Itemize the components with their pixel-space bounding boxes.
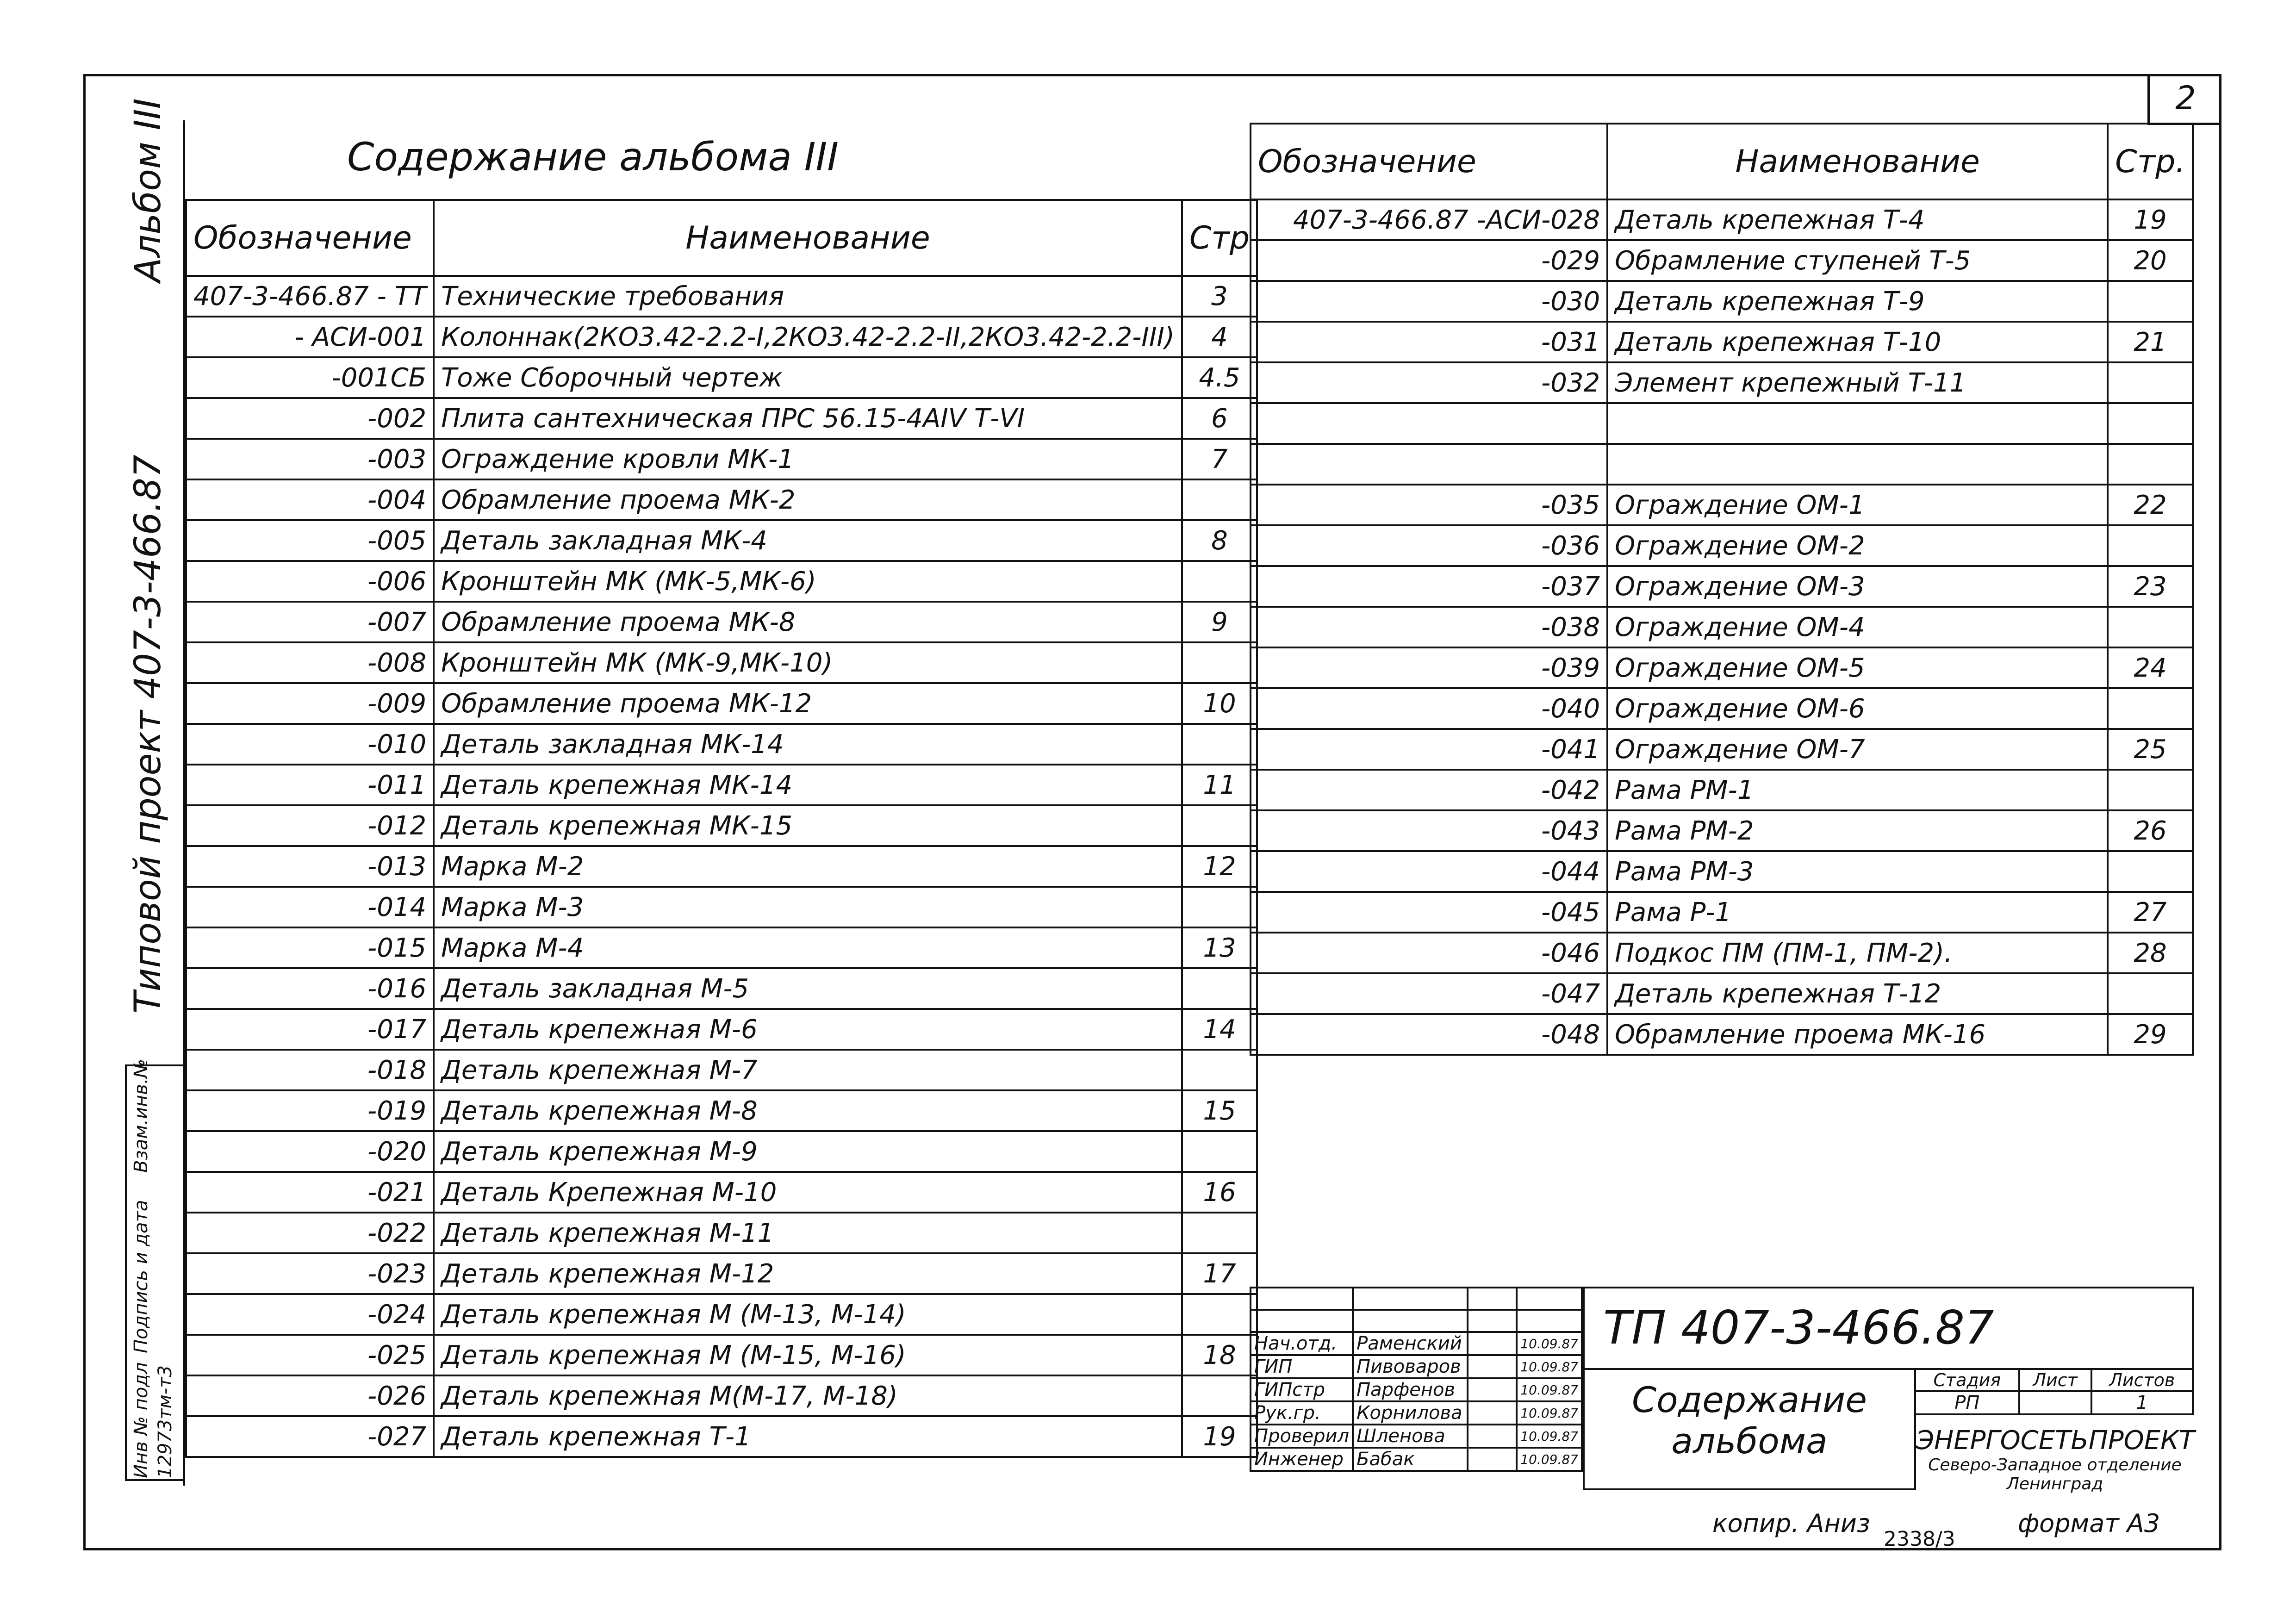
designation-cell [1251, 444, 1607, 485]
name-cell: Ограждение кровли МК-1 [434, 439, 1182, 479]
designation-cell: -004 [186, 479, 434, 520]
table-row [186, 642, 1257, 683]
staff-name: Корнилова [1353, 1401, 1468, 1425]
name-cell: Деталь крепежная М (М-15, М-16) [434, 1335, 1182, 1375]
left-table-title: Содержание альбома III [347, 134, 839, 180]
staff-date: 10.09.87 [1517, 1378, 1582, 1401]
table-row [186, 724, 1257, 765]
designation-cell: -006 [186, 561, 434, 602]
table-row [186, 805, 1257, 846]
table-row [186, 602, 1257, 642]
page-cell: 12 [1182, 846, 1257, 887]
designation-cell: 407-3-466.87 - ТТ [186, 276, 434, 317]
page-cell: 17 [1182, 1253, 1257, 1294]
designation-cell: -032 [1251, 362, 1607, 403]
table-row [1251, 322, 2193, 362]
page-cell [2108, 362, 2193, 403]
name-cell: Ограждение ОМ-3 [1607, 566, 2108, 607]
col-header-designation: Обозначение [186, 200, 434, 276]
stage-value: РП [1915, 1391, 2019, 1414]
page-cell [1182, 1131, 1257, 1172]
page-cell [1182, 1213, 1257, 1253]
blank-cell [1468, 1310, 1517, 1332]
table-row [186, 1335, 1257, 1375]
table-row [186, 479, 1257, 520]
staff-role: Нач.отд. [1251, 1332, 1353, 1355]
table-row [186, 1090, 1257, 1131]
staff-date: 10.09.87 [1517, 1448, 1582, 1471]
designation-cell: -046 [1251, 933, 1607, 973]
stamp-inv-value: 12973тм-т3 [155, 1365, 176, 1478]
page-cell [2108, 973, 2193, 1014]
designation-cell: - АСИ-001 [186, 317, 434, 357]
staff-signature [1468, 1425, 1517, 1448]
name-cell: Деталь крепежная Т-4 [1607, 199, 2108, 240]
name-cell: Обрамление проема МК-2 [434, 479, 1182, 520]
page-cell [1182, 479, 1257, 520]
table-row [186, 1294, 1257, 1335]
name-cell: Тоже Сборочный чертеж [434, 357, 1182, 398]
staff-date: 10.09.87 [1517, 1332, 1582, 1355]
designation-cell: -045 [1251, 892, 1607, 933]
table-row [186, 968, 1257, 1009]
designation-cell: -005 [186, 520, 434, 561]
blank-cell [1353, 1310, 1468, 1332]
page-cell: 7 [1182, 439, 1257, 479]
designation-cell: -037 [1251, 566, 1607, 607]
name-cell: Деталь крепежная МК-15 [434, 805, 1182, 846]
name-cell: Деталь крепежная М-7 [434, 1050, 1182, 1090]
page-cell: 14 [1182, 1009, 1257, 1050]
name-cell: Технические требования [434, 276, 1182, 317]
stamp-sign-date: Подпись и дата [131, 1200, 152, 1353]
table-row [186, 1375, 1257, 1416]
sheets-header: Листов [2091, 1369, 2193, 1391]
sheet-title: Содержание альбома [1583, 1368, 1916, 1490]
table-row [1251, 403, 2193, 444]
designation-cell: -043 [1251, 810, 1607, 851]
designation-cell: -030 [1251, 281, 1607, 322]
table-row [186, 1131, 1257, 1172]
designation-cell: -007 [186, 602, 434, 642]
page-cell [2108, 444, 2193, 485]
staff-row [1251, 1378, 1582, 1401]
page-cell [2108, 607, 2193, 647]
name-cell: Ограждение ОМ-1 [1607, 485, 2108, 525]
name-cell: Рама РМ-2 [1607, 810, 2108, 851]
staff-name: Парфенов [1353, 1378, 1468, 1401]
name-cell: Деталь крепежная Т-12 [1607, 973, 2108, 1014]
col-header-name: Наименование [1607, 124, 2108, 199]
name-cell: Деталь Крепежная М-10 [434, 1172, 1182, 1213]
staff-row [1251, 1401, 1582, 1425]
approval-stamp-column [125, 1058, 185, 1481]
sheet-number: 2 [2147, 74, 2221, 125]
name-cell: Рама Р-1 [1607, 892, 2108, 933]
staff-name: Бабак [1353, 1448, 1468, 1471]
organization-name: ЭНЕРГОСЕТЬПРОЕКТ [1916, 1425, 2195, 1456]
page-cell [1182, 1294, 1257, 1335]
name-cell: Ограждение ОМ-6 [1607, 688, 2108, 729]
format-note: формат А3 [2018, 1509, 2160, 1538]
page-cell: 20 [2108, 240, 2193, 281]
name-cell: Кронштейн МК (МК-9,МК-10) [434, 642, 1182, 683]
table-row [1251, 729, 2193, 770]
page-cell: 23 [2108, 566, 2193, 607]
stage-header: Стадия [1915, 1369, 2019, 1391]
designation-cell: -012 [186, 805, 434, 846]
designation-cell: -041 [1251, 729, 1607, 770]
staff-row [1251, 1355, 1582, 1378]
page-cell: 9 [1182, 602, 1257, 642]
page-cell: 25 [2108, 729, 2193, 770]
stamp-inv-no: Инв № подл [131, 1362, 152, 1478]
table-row [186, 927, 1257, 968]
staff-signature [1468, 1355, 1517, 1378]
table-row [186, 846, 1257, 887]
page-cell: 19 [2108, 199, 2193, 240]
table-row [186, 439, 1257, 479]
designation-cell: -038 [1251, 607, 1607, 647]
page-cell: 19 [1182, 1416, 1257, 1457]
page-cell: 8 [1182, 520, 1257, 561]
name-cell [1607, 403, 2108, 444]
staff-role: Проверил [1251, 1425, 1353, 1448]
staff-role: ГИП [1251, 1355, 1353, 1378]
page-cell [1182, 887, 1257, 927]
staff-table [1250, 1287, 1583, 1472]
designation-cell: -001СБ [186, 357, 434, 398]
table-row [186, 520, 1257, 561]
table-row [186, 887, 1257, 927]
staff-role: ГИПстр [1251, 1378, 1353, 1401]
designation-cell: -016 [186, 968, 434, 1009]
page-cell [2108, 403, 2193, 444]
name-cell: Ограждение ОМ-5 [1607, 647, 2108, 688]
staff-row [1251, 1425, 1582, 1448]
page-cell: 29 [2108, 1014, 2193, 1055]
designation-cell: -024 [186, 1294, 434, 1335]
name-cell: Кронштейн МК (МК-5,МК-6) [434, 561, 1182, 602]
title-block [1250, 1287, 2195, 1493]
name-cell: Деталь крепежная М(М-17, М-18) [434, 1375, 1182, 1416]
title-code: ТП 407-3-466.87 [1583, 1287, 2194, 1370]
staff-signature [1468, 1401, 1517, 1425]
table-row [186, 683, 1257, 724]
staff-date: 10.09.87 [1517, 1355, 1582, 1378]
designation-cell: -031 [1251, 322, 1607, 362]
album-label: Альбом III [127, 98, 169, 282]
table-row [186, 1253, 1257, 1294]
name-cell: Ограждение ОМ-7 [1607, 729, 2108, 770]
page-cell [1182, 724, 1257, 765]
page-cell: 21 [2108, 322, 2193, 362]
name-cell: Рама РМ-3 [1607, 851, 2108, 892]
designation-cell: 407-3-466.87 -АСИ-028 [1251, 199, 1607, 240]
designation-cell: -023 [186, 1253, 434, 1294]
designation-cell: -011 [186, 765, 434, 805]
designation-cell: -010 [186, 724, 434, 765]
designation-cell: -020 [186, 1131, 434, 1172]
name-cell: Деталь закладная МК-14 [434, 724, 1182, 765]
name-cell: Деталь закладная МК-4 [434, 520, 1182, 561]
table-row [1251, 892, 2193, 933]
table-row [186, 765, 1257, 805]
page-cell: 18 [1182, 1335, 1257, 1375]
name-cell: Деталь крепежная Т-1 [434, 1416, 1182, 1457]
name-cell: Обрамление проема МК-8 [434, 602, 1182, 642]
designation-cell: -022 [186, 1213, 434, 1253]
name-cell: Марка М-2 [434, 846, 1182, 887]
designation-cell [1251, 403, 1607, 444]
page-cell: 4 [1182, 317, 1257, 357]
name-cell [1607, 444, 2108, 485]
table-row [1251, 444, 2193, 485]
table-row [1251, 566, 2193, 607]
staff-blank-row [1251, 1310, 1582, 1332]
name-cell: Деталь крепежная МК-14 [434, 765, 1182, 805]
archive-number: 2338/3 [1884, 1527, 1955, 1551]
page-cell [2108, 770, 2193, 810]
name-cell: Рама РМ-1 [1607, 770, 2108, 810]
designation-cell: -018 [186, 1050, 434, 1090]
designation-cell: -014 [186, 887, 434, 927]
table-row [186, 357, 1257, 398]
table-row [186, 1416, 1257, 1457]
staff-name: Пивоваров [1353, 1355, 1468, 1378]
staff-name: Раменский [1353, 1332, 1468, 1355]
page-cell: 27 [2108, 892, 2193, 933]
blank-cell [1251, 1310, 1353, 1332]
table-row [186, 398, 1257, 439]
table-row [1251, 810, 2193, 851]
table-row [186, 1172, 1257, 1213]
staff-row [1251, 1448, 1582, 1471]
name-cell: Деталь крепежная М-11 [434, 1213, 1182, 1253]
designation-cell: -040 [1251, 688, 1607, 729]
designation-cell: -008 [186, 642, 434, 683]
name-cell: Плита сантехническая ПРС 56.15-4АIV Т-VI [434, 398, 1182, 439]
page-cell: 22 [2108, 485, 2193, 525]
table-row [1251, 281, 2193, 322]
table-row [1251, 240, 2193, 281]
name-cell: Деталь крепежная М-9 [434, 1131, 1182, 1172]
staff-role: Инженер [1251, 1448, 1353, 1471]
page-cell [1182, 1050, 1257, 1090]
page-cell: 11 [1182, 765, 1257, 805]
name-cell: Обрамление проема МК-12 [434, 683, 1182, 724]
table-row [1251, 770, 2193, 810]
page-cell [1182, 805, 1257, 846]
page-cell [2108, 688, 2193, 729]
name-cell: Деталь крепежная Т-10 [1607, 322, 2108, 362]
name-cell: Деталь крепежная М (М-13, М-14) [434, 1294, 1182, 1335]
name-cell: Марка М-3 [434, 887, 1182, 927]
page-cell: 13 [1182, 927, 1257, 968]
table-row [186, 317, 1257, 357]
page-cell: 28 [2108, 933, 2193, 973]
table-row [186, 561, 1257, 602]
name-cell: Марка М-4 [434, 927, 1182, 968]
table-row [1251, 607, 2193, 647]
stage-table [1914, 1368, 2194, 1415]
name-cell: Обрамление ступеней Т-5 [1607, 240, 2108, 281]
designation-cell: -048 [1251, 1014, 1607, 1055]
designation-cell: -015 [186, 927, 434, 968]
page-cell [1182, 968, 1257, 1009]
designation-cell: -027 [186, 1416, 434, 1457]
right-contents-table [1250, 123, 2194, 1056]
table-row [1251, 1014, 2193, 1055]
page-cell: 15 [1182, 1090, 1257, 1131]
page-cell: 6 [1182, 398, 1257, 439]
designation-cell: -036 [1251, 525, 1607, 566]
blank-cell [1468, 1288, 1517, 1310]
table-row [1251, 933, 2193, 973]
page-cell: 24 [2108, 647, 2193, 688]
staff-date: 10.09.87 [1517, 1401, 1582, 1425]
blank-cell [1517, 1310, 1582, 1332]
name-cell: Деталь закладная М-5 [434, 968, 1182, 1009]
page-cell: 3 [1182, 276, 1257, 317]
designation-cell: -017 [186, 1009, 434, 1050]
page-cell: 16 [1182, 1172, 1257, 1213]
col-header-page: Стр [1182, 200, 1257, 276]
table-row [186, 1050, 1257, 1090]
page-cell: 4.5 [1182, 357, 1257, 398]
name-cell: Ограждение ОМ-2 [1607, 525, 2108, 566]
staff-role: Рук.гр. [1251, 1401, 1353, 1425]
project-label: Типовой проект 407-3-466.87 [127, 454, 169, 1014]
staff-row [1251, 1332, 1582, 1355]
blank-cell [1251, 1288, 1353, 1310]
organization-branch: Северо-Западное отделение Ленинград [1928, 1456, 2182, 1493]
name-cell: Деталь крепежная Т-9 [1607, 281, 2108, 322]
designation-cell: -042 [1251, 770, 1607, 810]
copied-note: копир. Аниз [1712, 1509, 1870, 1538]
blank-cell [1517, 1288, 1582, 1310]
page-cell [1182, 1375, 1257, 1416]
staff-date: 10.09.87 [1517, 1425, 1582, 1448]
page-cell: 26 [2108, 810, 2193, 851]
table-row [186, 276, 1257, 317]
staff-signature [1468, 1378, 1517, 1401]
designation-cell: -029 [1251, 240, 1607, 281]
col-header-name: Наименование [434, 200, 1182, 276]
table-row [1251, 851, 2193, 892]
designation-cell: -039 [1251, 647, 1607, 688]
page-cell [1182, 561, 1257, 602]
table-row [186, 1009, 1257, 1050]
name-cell: Элемент крепежный Т-11 [1607, 362, 2108, 403]
name-cell: Обрамление проема МК-16 [1607, 1014, 2108, 1055]
designation-cell: -019 [186, 1090, 434, 1131]
designation-cell: -021 [186, 1172, 434, 1213]
staff-name: Шленова [1353, 1425, 1468, 1448]
stamp-replace-inv: Взам.инв.№ [131, 1058, 152, 1173]
page-cell [1182, 642, 1257, 683]
designation-cell: -003 [186, 439, 434, 479]
name-cell: Деталь крепежная М-12 [434, 1253, 1182, 1294]
col-header-designation: Обозначение [1251, 124, 1607, 199]
designation-cell: -013 [186, 846, 434, 887]
table-row [1251, 485, 2193, 525]
designation-cell: -035 [1251, 485, 1607, 525]
name-cell: Деталь крепежная М-6 [434, 1009, 1182, 1050]
name-cell: Колоннак(2КО3.42-2.2-I,2КО3.42-2.2-II,2КО3.42-2.2-III) [434, 317, 1182, 357]
staff-signature [1468, 1448, 1517, 1471]
page-cell: 10 [1182, 683, 1257, 724]
page-cell [2108, 851, 2193, 892]
left-contents-table [185, 199, 1258, 1458]
table-row [186, 1213, 1257, 1253]
name-cell: Деталь крепежная М-8 [434, 1090, 1182, 1131]
name-cell: Подкос ПМ (ПМ-1, ПМ-2). [1607, 933, 2108, 973]
table-row [1251, 362, 2193, 403]
table-row [1251, 525, 2193, 566]
sheet-value [2019, 1391, 2091, 1414]
designation-cell: -009 [186, 683, 434, 724]
designation-cell: -044 [1251, 851, 1607, 892]
designation-cell: -025 [186, 1335, 434, 1375]
page-cell [2108, 525, 2193, 566]
table-row [1251, 647, 2193, 688]
designation-cell: -047 [1251, 973, 1607, 1014]
blank-cell [1353, 1288, 1468, 1310]
page-cell [2108, 281, 2193, 322]
name-cell: Ограждение ОМ-4 [1607, 607, 2108, 647]
sheet-header: Лист [2019, 1369, 2091, 1391]
table-row [1251, 973, 2193, 1014]
designation-cell: -026 [186, 1375, 434, 1416]
staff-blank-row [1251, 1288, 1582, 1310]
sheets-value: 1 [2091, 1391, 2193, 1414]
col-header-page: Стр. [2108, 124, 2193, 199]
designation-cell: -002 [186, 398, 434, 439]
table-row [1251, 688, 2193, 729]
staff-signature [1468, 1332, 1517, 1355]
table-row [1251, 199, 2193, 240]
